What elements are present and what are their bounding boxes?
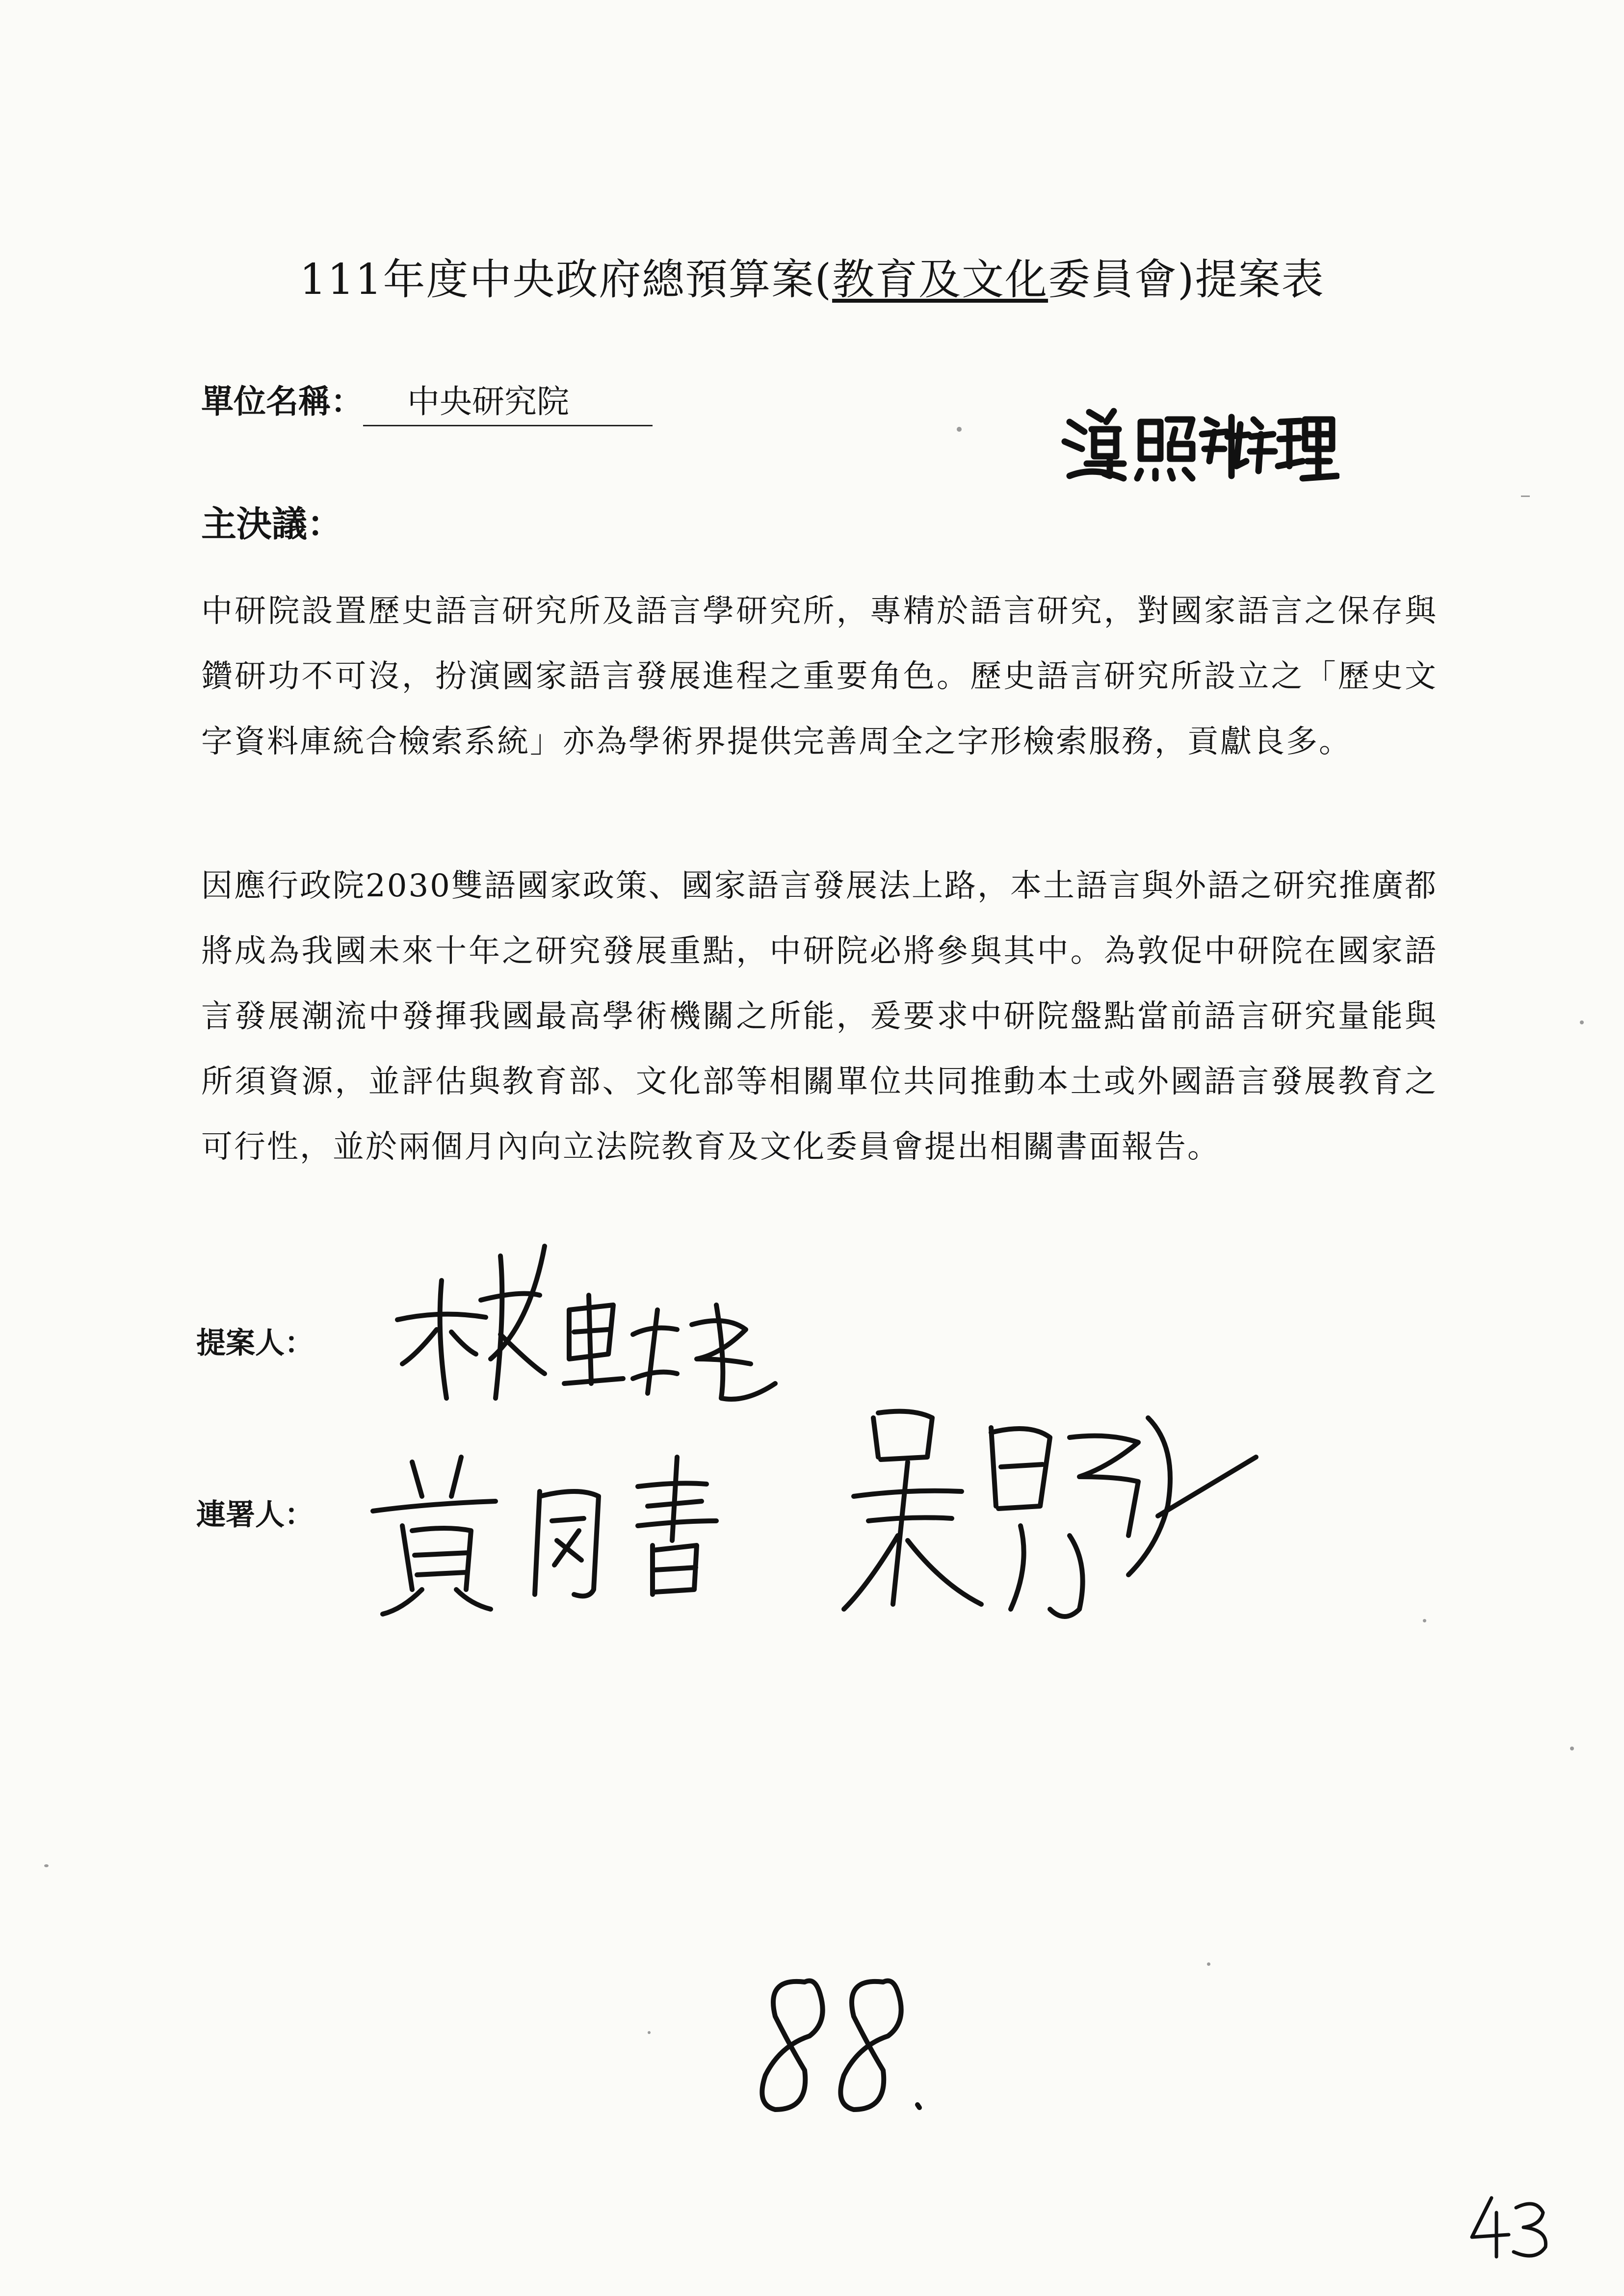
document-title xyxy=(0,245,1624,306)
title-prefix: 111年度中央政府總預算案( xyxy=(299,255,833,304)
handwritten-number xyxy=(736,1962,942,2124)
unit-row xyxy=(201,375,653,426)
handwritten-approval-annotation xyxy=(1055,402,1339,486)
scan-speck xyxy=(44,1864,49,1867)
resolution-paragraph-1: 中研院設置歷史語言研究所及語言學研究所，專精於語言研究，對國家語言之保存與鑽研功不可沒，扮演國家語言發展進程之重要角色。歷史語言研究所設立之「歷史文字資料庫統合檢索系統」亦為學術界提供完善周全之字形檢索服務，貢獻良多。 xyxy=(201,593,1438,760)
cosigner-signature-2 xyxy=(834,1379,1276,1653)
scan-speck xyxy=(648,2031,651,2034)
scan-speck xyxy=(1570,1747,1574,1750)
resolution-label: 主決議： xyxy=(201,503,343,545)
unit-label: 單位名稱： xyxy=(201,382,363,420)
proposer-label: 提案人： xyxy=(196,1326,314,1360)
title-committee: 教育及文化 xyxy=(832,255,1048,304)
proposer-signature xyxy=(383,1236,824,1423)
scan-speck xyxy=(1521,496,1530,497)
scan-speck xyxy=(1580,1020,1584,1024)
cosigner-label: 連署人： xyxy=(196,1498,314,1532)
scan-speck xyxy=(1207,1962,1210,1966)
resolution-paragraph-2: 因應行政院2030雙語國家政策、國家語言發展法上路，本土語言與外語之研究推廣都將成為我國未來十年之研究發展重點，中研院必將參與其中。為敦促中研院在國家語言發展潮流中發揮我國最高學術機關之所能，爰要求中研院盤點當前語言研究量能與所須資源，並評估與教育部、文化部等相關單位共同推動本土或外國語言發展教育之可行性，並於兩個月內向立法院教育及文化委員會提出相關書面報告。 xyxy=(201,868,1438,1165)
scan-speck xyxy=(957,427,962,432)
unit-value: 中央研究院 xyxy=(363,375,653,426)
title-suffix: 委員會)提案表 xyxy=(1048,255,1325,304)
handwritten-page-number xyxy=(1462,2188,1560,2267)
cosigner-signature-1 xyxy=(363,1413,805,1619)
scan-speck xyxy=(1423,1619,1426,1622)
